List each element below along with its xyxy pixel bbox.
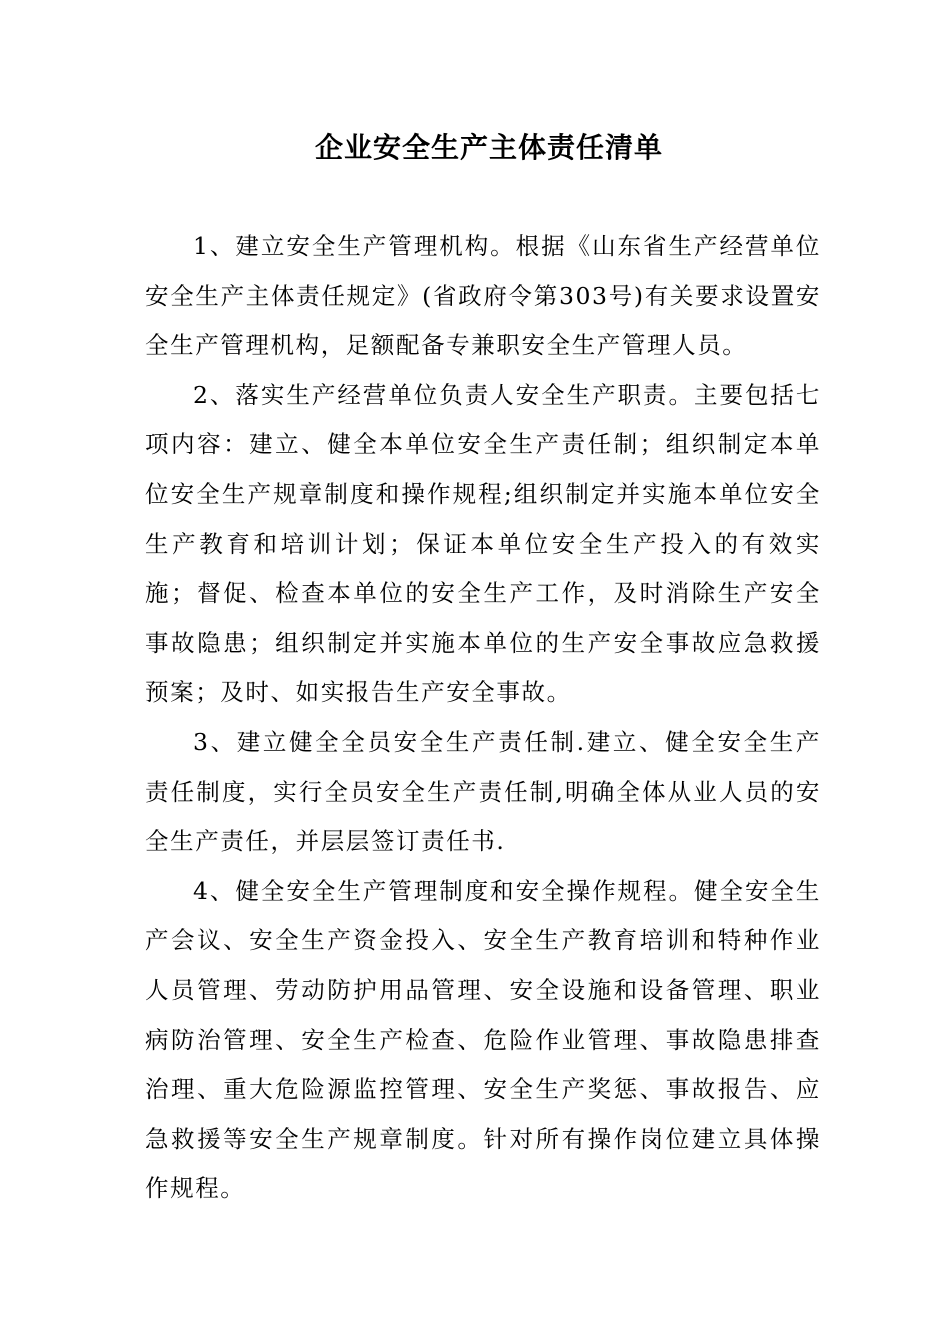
document-body	[145, 222, 821, 1214]
page-title: 企业安全生产主体责任清单	[314, 131, 663, 164]
paragraph-2: 2、落实生产经营单位负责人安全生产职责。主要包括七项内容：建立、健全本单位安全生产责任制；组织制定本单位安全生产规章制度和操作规程;组织制定并实施本单位安全生产教育和培训计划；保证本单位安全生产投入的有效实施；督促、检查本单位的安全生产工作，及时消除生产安全事故隐患；组织制定并实施本单位的生产安全事故应急救援预案；及时、如实报告生产安全事故。	[145, 380, 821, 707]
paragraph-4: 4、健全安全生产管理制度和安全操作规程。健全安全生产会议、安全生产资金投入、安全生产教育培训和特种作业人员管理、劳动防护用品管理、安全设施和设备管理、职业病防治管理、安全生产检查、危险作业管理、事故隐患排查治理、重大危险源监控管理、安全生产奖惩、事故报告、应急救援等安全生产规章制度。针对所有操作岗位建立具体操作规程。	[145, 876, 821, 1203]
paragraph-1: 1、建立安全生产管理机构。根据《山东省生产经营单位安全生产主体责任规定》(省政府令第303号)有关要求设置安全生产管理机构，足额配备专兼职安全生产管理人员。	[145, 232, 821, 360]
paragraph-3: 3、建立健全全员安全生产责任制.建立、健全安全生产责任制度，实行全员安全生产责任制,明确全体从业人员的安全生产责任，并层层签订责任书.	[145, 727, 821, 856]
